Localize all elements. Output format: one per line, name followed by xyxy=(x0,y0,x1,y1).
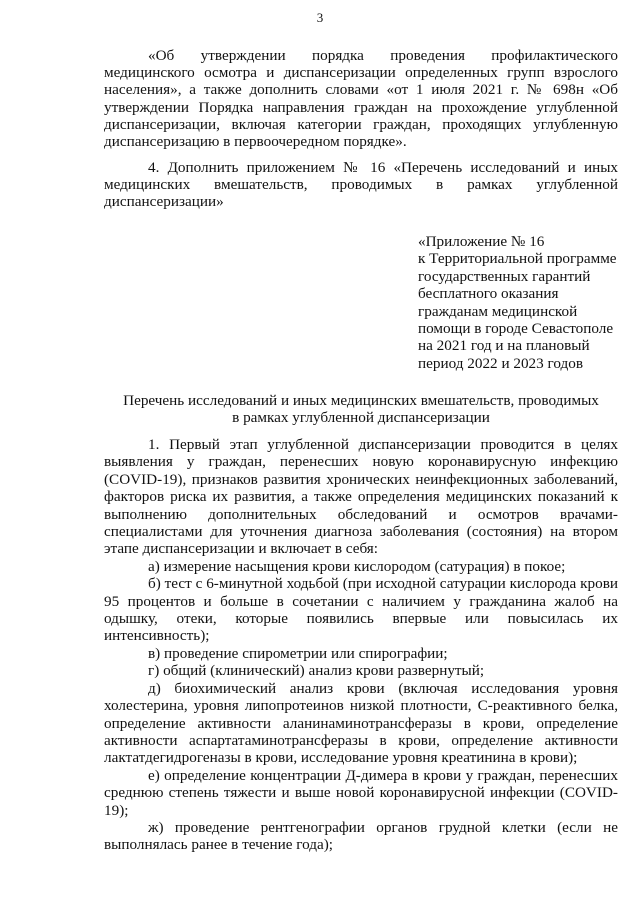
document-title-line-1: Перечень исследований и иных медицинских вмешательств, проводимых xyxy=(123,392,599,409)
paragraph-add-appendix xyxy=(104,159,618,211)
appendix-header xyxy=(418,233,630,372)
paragraph-amendment-title xyxy=(104,47,618,150)
appendix-header-line-2: к Территориальной программе государственных гарантий бесплатного оказания гражданам медицинской помощи в городе Севастополе на 2021 год и на плановый период 2022 и 2023 годов xyxy=(418,250,617,372)
paragraph-add-appendix-text: 4. Дополнить приложением № 16 «Перечень исследований и иных медицинских вмешательств, проводимых в рамках углубленной диспансеризации» xyxy=(104,159,618,211)
list-item-a: а) измерение насыщения крови кислородом (сатурация) в покое; xyxy=(148,557,566,575)
list-item-e: е) определение концентрации Д-димера в крови у граждан, перенесших среднюю степень тяжести и выше новой коронавирусной инфекции (COVID-19); xyxy=(104,766,618,819)
page-number: 3 xyxy=(316,10,324,25)
list-item-g: г) общий (клинический) анализ крови развернутый; xyxy=(148,662,485,680)
document-title xyxy=(104,392,618,427)
list-item-zh: ж) проведение рентгенографии органов грудной клетки (если не выполнялась ранее в течение года); xyxy=(104,818,618,854)
list-item-b: б) тест с 6-минутной ходьбой (при исходной сатурации кислорода крови 95 процентов и больше в сочетании с наличием у гражданина жалоб на одышку, отеки, которые появились впервые или повысилась их интенсивность); xyxy=(104,575,618,645)
section-1-body xyxy=(104,436,618,854)
section-1-intro: 1. Первый этап углубленной диспансеризации проводится в целях выявления у граждан, перенесших новую коронавирусную инфекцию (COVID-19), признаков развития хронических неинфекционных заболеваний, факторов риска их развития, а также определения медицинских показаний к выполнению дополнительных обследований и осмотров врачами-специалистами для уточнения диагноза заболевания (состояния) на втором этапе диспансеризации и включает в себя: xyxy=(104,436,618,558)
appendix-header-line-1: «Приложение № 16 xyxy=(418,233,545,250)
list-item-d: д) биохимический анализ крови (включая исследования уровня холестерина, уровня липопротеинов низкой плотности, С-реактивного белка, определение активности аланинаминотрансферазы в крови, определение активности аспартатаминотрансферазы в крови, определение активности лактатдегидрогеназы в крови, исследование уровня креатинина в крови); xyxy=(104,679,618,767)
list-item-v: в) проведение спирометрии или спирографии; xyxy=(148,644,448,662)
paragraph-amendment-text: «Об утверждении порядка проведения профилактического медицинского осмотра и диспансеризации определенных групп взрослого населения», а также дополнить словами «от 1 июля 2021 г. № 698н «Об утверждении Порядка направления граждан на прохождение углубленной диспансеризации, включая категории граждан, проходящих углубленную диспансеризацию в первоочередном порядке». xyxy=(104,47,618,151)
document-title-line-2: в рамках углубленной диспансеризации xyxy=(232,409,490,427)
